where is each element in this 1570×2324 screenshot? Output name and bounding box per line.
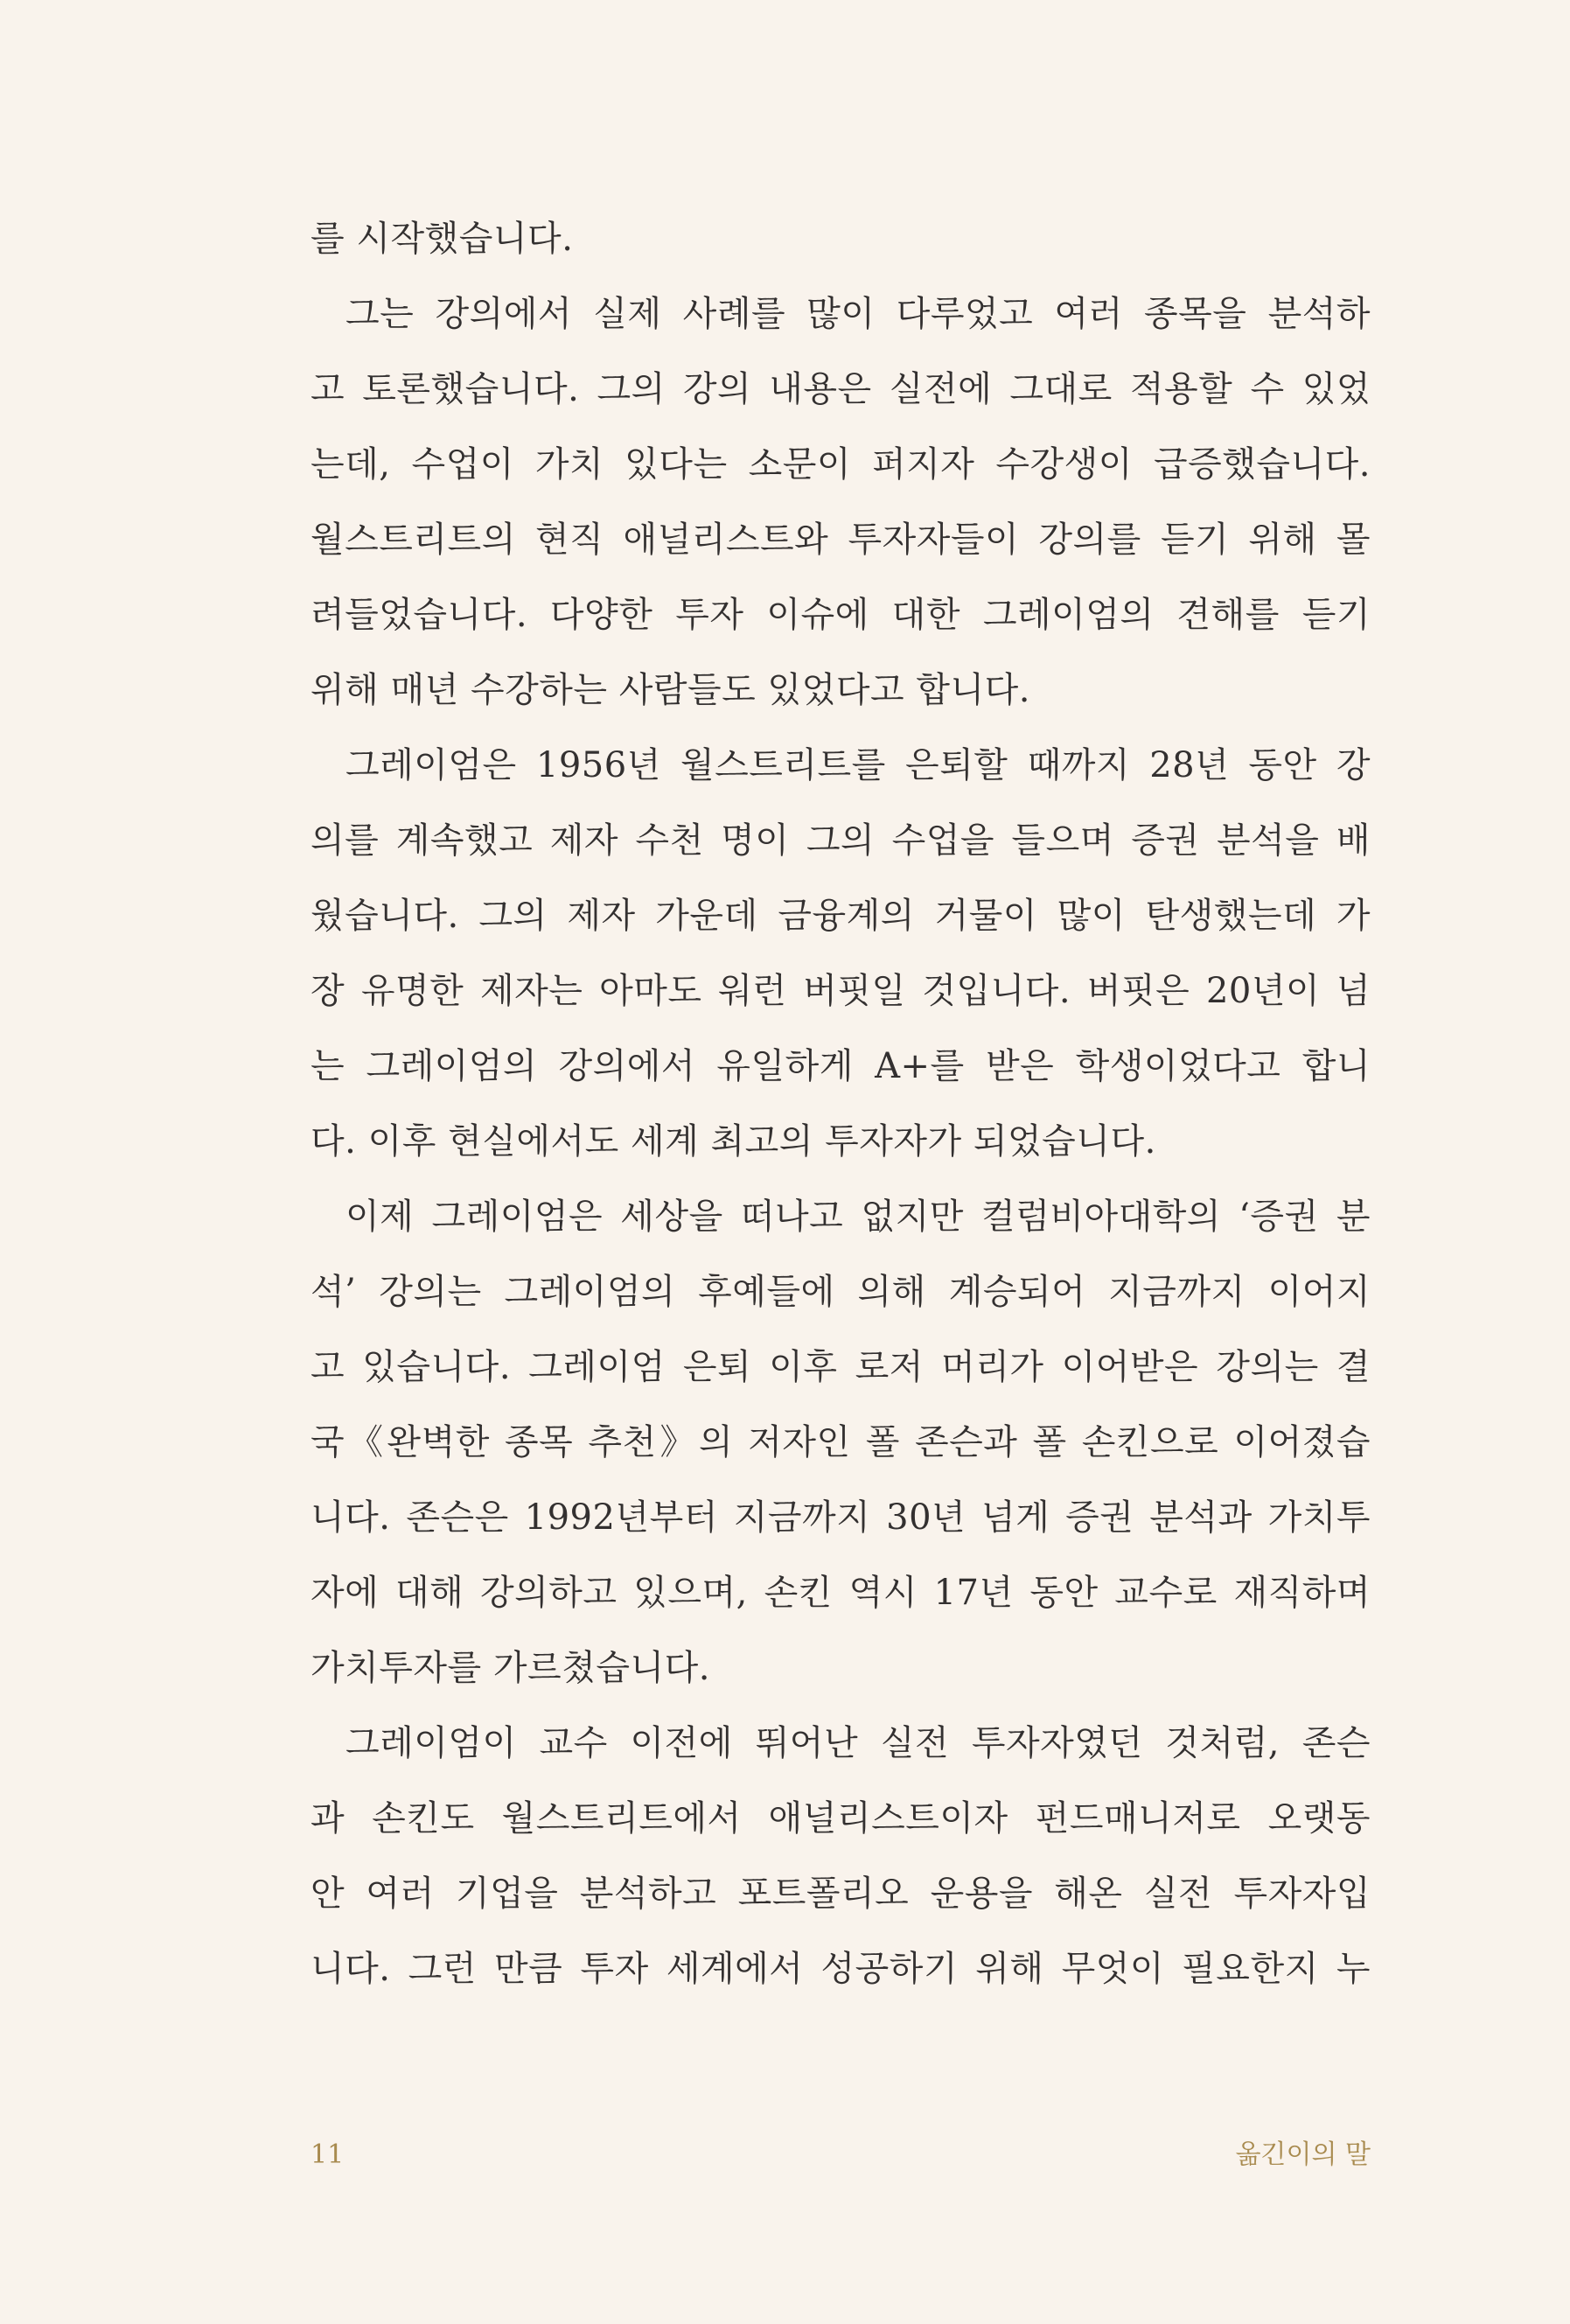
text-line: 그레이엄은 1956년 월스트리트를 은퇴할 때까지 28년 동안 강 <box>345 745 1371 785</box>
text-line: 위해 매년 수강하는 사람들도 있었다고 합니다. <box>311 670 1030 710</box>
text-line: 안 여러 기업을 분석하고 포트폴리오 운용을 해온 실전 투자자입 <box>311 1874 1371 1914</box>
text-line: 고 있습니다. 그레이엄 은퇴 이후 로저 머리가 이어받은 강의는 결 <box>311 1347 1371 1387</box>
text-line: 다. 이후 현실에서도 세계 최고의 투자자가 되었습니다. <box>311 1121 1156 1162</box>
text-line: 웠습니다. 그의 제자 가운데 금융계의 거물이 많이 탄생했는데 가 <box>311 896 1371 936</box>
text-line: 월스트리트의 현직 애널리스트와 투자자들이 강의를 듣기 위해 몰 <box>311 520 1371 560</box>
text-line: 고 토론했습니다. 그의 강의 내용은 실전에 그대로 적용할 수 있었 <box>311 369 1371 409</box>
text-line: 그레이엄이 교수 이전에 뛰어난 실전 투자자였던 것처럼, 존슨 <box>345 1723 1371 1763</box>
text-line: 려들었습니다. 다양한 투자 이슈에 대한 그레이엄의 견해를 듣기 <box>311 595 1371 635</box>
text-line: 니다. 그런 만큼 투자 세계에서 성공하기 위해 무엇이 필요한지 누 <box>311 1949 1371 1989</box>
text-line: 의를 계속했고 제자 수천 명이 그의 수업을 들으며 증권 분석을 배 <box>311 820 1371 861</box>
text-line: 니다. 존슨은 1992년부터 지금까지 30년 넘게 증권 분석과 가치투 <box>311 1497 1371 1538</box>
text-line: 가치투자를 가르쳤습니다. <box>311 1648 710 1688</box>
page-number: 11 <box>311 2139 345 2170</box>
text-line: 를 시작했습니다. <box>311 219 574 259</box>
text-line: 는데, 수업이 가치 있다는 소문이 퍼지자 수강생이 급증했습니다. <box>311 444 1371 485</box>
text-line: 장 유명한 제자는 아마도 워런 버핏일 것입니다. 버핏은 20년이 넘 <box>311 971 1371 1011</box>
body-text <box>311 201 1371 2006</box>
text-line: 석’ 강의는 그레이엄의 후예들에 의해 계승되어 지금까지 이어지 <box>311 1272 1371 1312</box>
text-line: 자에 대해 강의하고 있으며, 손킨 역시 17년 동안 교수로 재직하며 <box>311 1573 1371 1613</box>
text-line: 그는 강의에서 실제 사례를 많이 다루었고 여러 종목을 분석하 <box>345 294 1371 334</box>
text-line: 이제 그레이엄은 세상을 떠나고 없지만 컬럼비아대학의 ‘증권 분 <box>345 1197 1371 1237</box>
running-footer-title: 옮긴이의 말 <box>1235 2139 1371 2170</box>
text-line: 는 그레이엄의 강의에서 유일하게 A+를 받은 학생이었다고 합니 <box>311 1046 1371 1086</box>
text-line: 과 손킨도 월스트리트에서 애널리스트이자 펀드매니저로 오랫동 <box>311 1798 1371 1839</box>
text-line: 국《완벽한 종목 추천》의 저자인 폴 존슨과 폴 손킨으로 이어졌습 <box>311 1422 1371 1462</box>
